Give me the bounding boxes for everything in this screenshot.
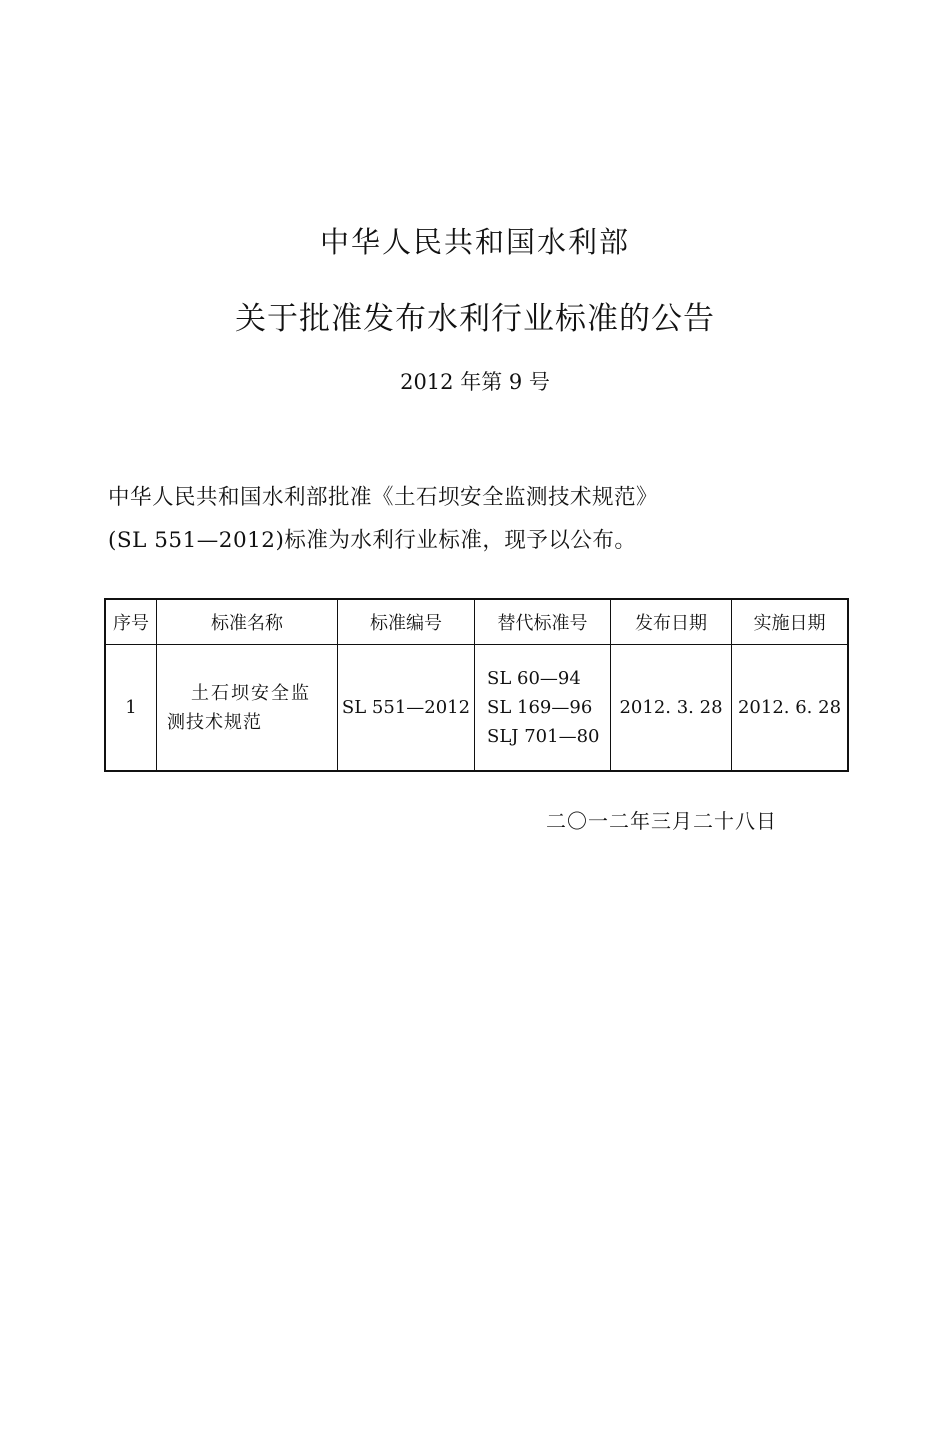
cell-name-line-2: 测技术规范 bbox=[167, 711, 262, 733]
replaced-standard: SL 169—96 bbox=[487, 697, 593, 718]
replaced-standard: SLJ 701—80 bbox=[487, 726, 600, 747]
cell-effective: 2012. 6. 28 bbox=[732, 645, 849, 772]
body-paragraph-line-1: 中华人民共和国水利部批准《土石坝安全监测技术规范》 bbox=[108, 485, 659, 510]
table-header-row bbox=[105, 599, 848, 645]
header-name: 标准名称 bbox=[157, 599, 338, 645]
announcement-number: 2012 年第 9 号 bbox=[400, 370, 550, 394]
cell-name-line-1: 土石坝安全监 bbox=[191, 682, 311, 704]
cell-code: SL 551—2012 bbox=[338, 645, 475, 772]
cell-name bbox=[157, 645, 338, 772]
table-row bbox=[105, 645, 848, 772]
issuer-title: 中华人民共和国水利部 bbox=[319, 225, 630, 259]
cell-published: 2012. 3. 28 bbox=[611, 645, 732, 772]
header-effective: 实施日期 bbox=[732, 599, 849, 645]
standards-table bbox=[104, 598, 849, 772]
replaced-standard: SL 60—94 bbox=[487, 668, 581, 689]
body-paragraph-line-2: (SL 551—2012)标准为水利行业标准，现予以公布。 bbox=[108, 528, 637, 553]
header-code: 标准编号 bbox=[338, 599, 475, 645]
cell-seq: 1 bbox=[105, 645, 157, 772]
header-replaced: 替代标准号 bbox=[475, 599, 611, 645]
header-seq: 序号 bbox=[105, 599, 157, 645]
issue-date: 二〇一二年三月二十八日 bbox=[546, 809, 777, 833]
cell-replaced bbox=[475, 645, 611, 772]
announcement-title: 关于批准发布水利行业标准的公告 bbox=[235, 301, 715, 337]
header-published: 发布日期 bbox=[611, 599, 732, 645]
